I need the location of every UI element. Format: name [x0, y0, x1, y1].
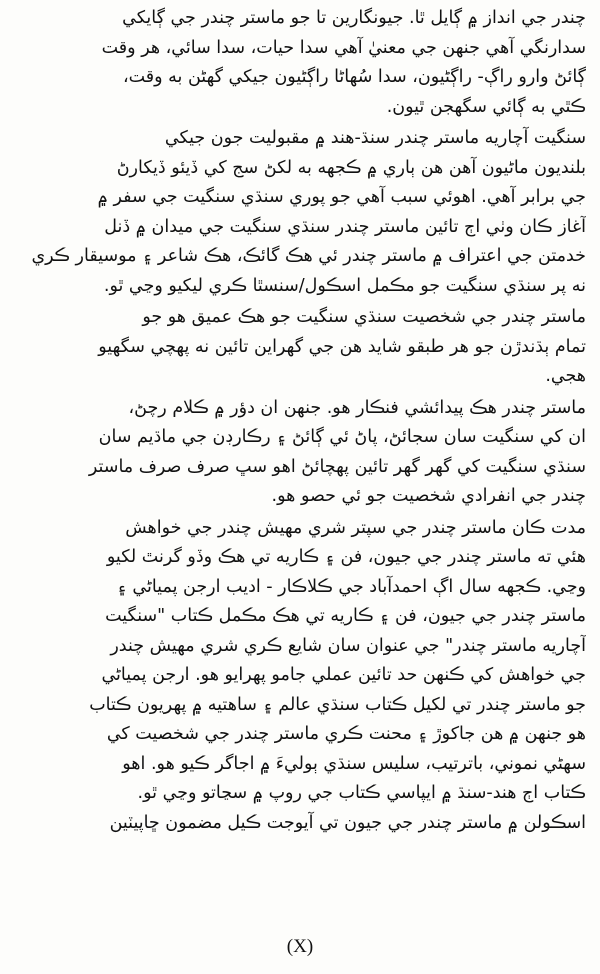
page-number: (X)	[286, 936, 314, 957]
text-line: مدت ڪان ماستر چندر جي سپتر شري مهيش چندر جي خواهش	[125, 517, 586, 538]
text-line: چندر جي انفرادي شخصيت جو ئي حصو هو.	[271, 486, 586, 506]
text-line: اسڪولن ۾ ماستر چندر جي جيون تي آيوجت ڪيل مضمون ڇاپيٽين	[109, 812, 586, 833]
paragraph-5	[14, 514, 586, 839]
text-line: هئي ته ماستر چندر جي جيون، فن ۽ ڪاريه تي هڪ وڏو گرنٿ لکيو	[106, 547, 586, 567]
text-line: ماستر چندر جي جيون، فن ۽ ڪاريه تي هڪ مڪمل ڪتاب "سنگيت	[105, 606, 586, 626]
text-line: سنڌي سنگيت کي گهر گهر تائين پهچائڻ اهو سڀ صرف صرف ماستر	[88, 456, 586, 477]
text-line: ڪتاب اڄ هند-سنڌ ۾ ايپاسي ڪتاب جي روپ ۾ سڃاتو وڃي ٿو.	[137, 783, 586, 803]
text-line: سدارنگي آهي جنهن جي معنيٰ آهي سدا حيات، سدا سائي، هر وقت	[101, 37, 586, 58]
text-line: چندر جي انداز ۾ ڳايل ٿا. جيونگارين تا جو ماستر چندر جي ڳايکي	[122, 8, 586, 28]
text-line: خدمتن جي اعتراف ۾ ماستر چندر ئي هڪ گائڪ، هڪ شاعر ۽ موسيقار ڪري	[31, 246, 586, 266]
text-line: ماستر چندر هڪ پيدائشي فنڪار هو. جنهن ان دؤر ۾ ڪلام رچڻ،	[128, 397, 586, 418]
text-line: وڃي. ڪجهه سال اڳ احمدآباد جي ڪلاڪار - اديب ارجن پمياڻي ۽	[116, 576, 586, 597]
text-line: ڳائڻ وارو راڳ- راڳڻيون، سدا سُهاڻا راڳڻيون جيکي گهڻن به وقت،	[122, 67, 586, 87]
text-line: نه پر سنڌي سنگيت جو مڪمل اسڪول/سنسٿا ڪري ليکيو وڃي ٿو.	[103, 275, 586, 296]
text-line: بلنديون ماڻيون آهن هن ٻاري ۾ ڪجهه به لکڻ سج کي ڏيئو ڏيکارڻ	[116, 157, 586, 178]
text-line: ماستر چندر جي شخصيت سنڌي سنگيت جو هڪ عميق هو جو	[142, 307, 586, 327]
text-line: سهڻي نموني، باترتيب، سليس سنڌي ٻوليءَ ۾ اجاگر ڪيو هو. اهو	[122, 753, 586, 774]
text-line: ڪٿي به ڳائي سگهجن ٿيون.	[386, 96, 586, 117]
text-line: ان کي سنگيت سان سجائڻ، پاڻ ئي ڳائڻ ۽ رڪارڊن جي ماڌيم سان	[98, 427, 586, 447]
text-line: آچاريه ماستر چندر" جي عنوان سان شايع ڪري شري مهيش چندر	[110, 635, 586, 656]
paragraph-4	[14, 394, 586, 512]
text-line: سنگيت آچاريه ماستر چندر سنڌ-هند ۾ مقبوليت جون جيکي	[164, 128, 586, 148]
paragraph-2	[14, 124, 586, 301]
text-line: هو جنهن ۾ هن جاکوڙ ۽ محنت ڪري ماستر چندر جي شخصيت کي	[106, 724, 586, 744]
text-line: آغاز ڪان وٺي اڄ تائين ماستر چندر سنڌي سنگيت جي ميدان ۾ ڏنل	[104, 216, 586, 237]
text-line: تمام ٻڌندڙن جو هر طبقو شايد هن جي گهراين تائين نه پهچي سگهيو	[98, 336, 586, 357]
text-line: جي خواهش کي ڪنهن حد تائين عملي جامو پهرايو هو. ارجن پمياڻي	[101, 665, 586, 685]
text-line: جي برابر آهي. اهوئي سبب آهي جو پوري سنڌي سنگيت جي سفر ۾	[97, 187, 586, 207]
paragraph-1	[14, 4, 586, 122]
text-line: هجي.	[545, 366, 586, 386]
paragraph-3	[14, 303, 586, 392]
text-line: جو ماستر چندر تي لکيل ڪتاب سنڌي عالم ۽ ساهتيه ۾ پهريون ڪتاب	[89, 694, 586, 715]
body-text	[14, 4, 586, 838]
